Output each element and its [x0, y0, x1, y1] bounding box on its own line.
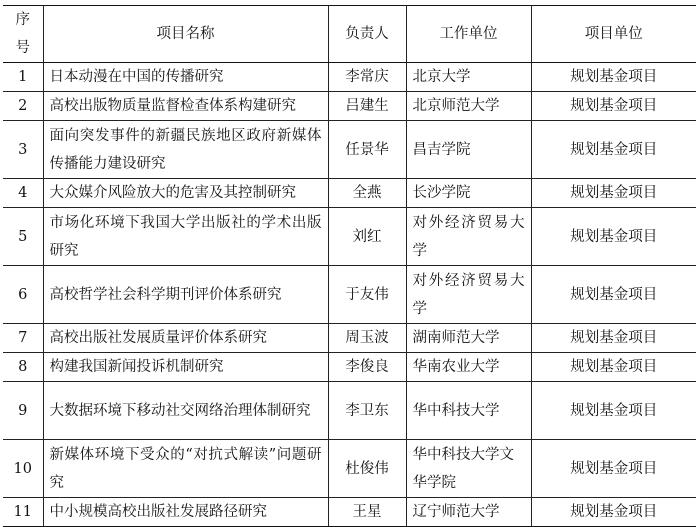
cell-project-name: 高校出版物质量监督检查体系构建研究: [43, 92, 328, 121]
cell-work-unit: 北京师范大学: [406, 92, 531, 121]
cell-no: 4: [3, 179, 43, 208]
cell-project-unit: 规划基金项目: [531, 121, 696, 179]
cell-leader: 于友伟: [328, 266, 406, 324]
cell-project-name: 日本动漫在中国的传播研究: [43, 63, 328, 92]
cell-leader: 刘红: [328, 208, 406, 266]
cell-work-unit: 华中科技大学文华学院: [406, 440, 531, 498]
cell-work-unit: 长沙学院: [406, 179, 531, 208]
table-row: [3, 63, 696, 92]
cell-leader: 李俊良: [328, 353, 406, 382]
cell-project-unit: 规划基金项目: [531, 324, 696, 353]
cell-work-unit: 对外经济贸易大学: [406, 208, 531, 266]
cell-project-name: 高校哲学社会科学期刊评价体系研究: [43, 266, 328, 324]
cell-leader: 吕建生: [328, 92, 406, 121]
cell-work-unit: 对外经济贸易大学: [406, 266, 531, 324]
cell-project-name: 大数据环境下移动社交网络治理体制研究: [43, 382, 328, 440]
cell-no: 11: [3, 498, 43, 527]
cell-project-name: 新媒体环境下受众的“对抗式解读”问题研究: [43, 440, 328, 498]
cell-work-unit: 北京大学: [406, 63, 531, 92]
table-row: [3, 266, 696, 324]
table-row: [3, 121, 696, 179]
table-row: [3, 179, 696, 208]
table-header-row: [3, 6, 696, 63]
cell-project-name: 大众媒介风险放大的危害及其控制研究: [43, 179, 328, 208]
table-row: [3, 92, 696, 121]
cell-work-unit: 华中科技大学: [406, 382, 531, 440]
cell-leader: 任景华: [328, 121, 406, 179]
cell-no: 7: [3, 324, 43, 353]
cell-work-unit: 湖南师范大学: [406, 324, 531, 353]
cell-project-name: 市场化环境下我国大学出版社的学术出版研究: [43, 208, 328, 266]
cell-project-unit: 规划基金项目: [531, 63, 696, 92]
header-project-name: 项目名称: [43, 6, 328, 63]
table-row: [3, 208, 696, 266]
cell-leader: 王星: [328, 498, 406, 527]
cell-leader: 全燕: [328, 179, 406, 208]
table-row: [3, 440, 696, 498]
cell-project-name: 构建我国新闻投诉机制研究: [43, 353, 328, 382]
cell-project-unit: 规划基金项目: [531, 353, 696, 382]
cell-project-unit: 规划基金项目: [531, 266, 696, 324]
cell-project-unit: 规划基金项目: [531, 440, 696, 498]
cell-project-unit: 规划基金项目: [531, 208, 696, 266]
cell-work-unit: 华南农业大学: [406, 353, 531, 382]
cell-project-name: 中小规模高校出版社发展路径研究: [43, 498, 328, 527]
cell-project-name: 高校出版社发展质量评价体系研究: [43, 324, 328, 353]
header-work-unit: 工作单位: [406, 6, 531, 63]
cell-project-unit: 规划基金项目: [531, 498, 696, 527]
cell-no: 8: [3, 353, 43, 382]
cell-work-unit: 辽宁师范大学: [406, 498, 531, 527]
cell-project-name: 面向突发事件的新疆民族地区政府新媒体传播能力建设研究: [43, 121, 328, 179]
cell-project-unit: 规划基金项目: [531, 92, 696, 121]
cell-no: 5: [3, 208, 43, 266]
cell-no: 3: [3, 121, 43, 179]
table-row: [3, 353, 696, 382]
project-table: [3, 5, 696, 527]
cell-leader: 杜俊伟: [328, 440, 406, 498]
table-row: [3, 498, 696, 527]
cell-no: 6: [3, 266, 43, 324]
cell-work-unit: 昌吉学院: [406, 121, 531, 179]
table-row: [3, 382, 696, 440]
header-no: 序号: [3, 6, 43, 63]
cell-no: 9: [3, 382, 43, 440]
cell-leader: 李卫东: [328, 382, 406, 440]
cell-project-unit: 规划基金项目: [531, 179, 696, 208]
cell-leader: 周玉波: [328, 324, 406, 353]
cell-no: 1: [3, 63, 43, 92]
cell-no: 10: [3, 440, 43, 498]
cell-no: 2: [3, 92, 43, 121]
cell-leader: 李常庆: [328, 63, 406, 92]
header-leader: 负责人: [328, 6, 406, 63]
table-row: [3, 324, 696, 353]
cell-project-unit: 规划基金项目: [531, 382, 696, 440]
header-project-unit: 项目单位: [531, 6, 696, 63]
